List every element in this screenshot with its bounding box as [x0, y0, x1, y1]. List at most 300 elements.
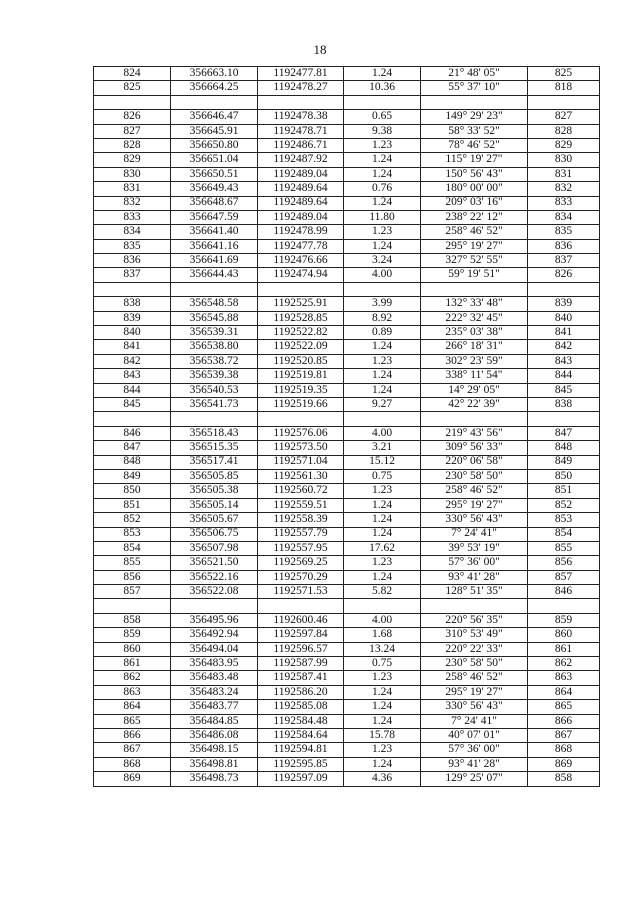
point-id-cell: 866: [94, 728, 171, 742]
y-coordinate-cell: 1192559.51: [258, 498, 344, 512]
next-point-cell: 832: [528, 182, 600, 196]
point-id-cell: 852: [94, 513, 171, 527]
point-id-cell: 858: [94, 613, 171, 627]
next-point-cell: 826: [528, 268, 600, 282]
next-point-cell: 829: [528, 138, 600, 152]
distance-cell: 1.24: [344, 527, 421, 541]
bearing-cell: 57° 36' 00": [421, 743, 528, 757]
y-coordinate-cell: 1192585.08: [258, 700, 344, 714]
bearing-cell: 295° 19' 27": [421, 239, 528, 253]
x-coordinate-cell: 356649.43: [171, 182, 258, 196]
x-coordinate-cell: 356650.51: [171, 167, 258, 181]
distance-cell: [344, 599, 421, 613]
bearing-cell: 220° 06' 58": [421, 455, 528, 469]
distance-cell: 1.23: [344, 556, 421, 570]
x-coordinate-cell: 356539.31: [171, 326, 258, 340]
bearing-cell: 40° 07' 01": [421, 728, 528, 742]
bearing-cell: 149° 29' 23": [421, 110, 528, 124]
distance-cell: 1.24: [344, 685, 421, 699]
point-id-cell: 838: [94, 297, 171, 311]
next-point-cell: 845: [528, 383, 600, 397]
y-coordinate-cell: 1192587.41: [258, 671, 344, 685]
coordinates-table-body: [94, 67, 600, 787]
point-id-cell: 862: [94, 671, 171, 685]
x-coordinate-cell: 356498.81: [171, 757, 258, 771]
point-id-cell: 828: [94, 138, 171, 152]
next-point-cell: 836: [528, 239, 600, 253]
x-coordinate-cell: [171, 412, 258, 426]
y-coordinate-cell: 1192519.81: [258, 369, 344, 383]
distance-cell: 15.12: [344, 455, 421, 469]
y-coordinate-cell: 1192586.20: [258, 685, 344, 699]
next-point-cell: 857: [528, 570, 600, 584]
distance-cell: 1.24: [344, 340, 421, 354]
distance-cell: 1.23: [344, 225, 421, 239]
y-coordinate-cell: 1192584.64: [258, 728, 344, 742]
y-coordinate-cell: 1192570.29: [258, 570, 344, 584]
x-coordinate-cell: 356641.69: [171, 254, 258, 268]
x-coordinate-cell: 356540.53: [171, 383, 258, 397]
y-coordinate-cell: 1192569.25: [258, 556, 344, 570]
y-coordinate-cell: 1192595.85: [258, 757, 344, 771]
x-coordinate-cell: 356641.40: [171, 225, 258, 239]
x-coordinate-cell: 356538.80: [171, 340, 258, 354]
table-row: [94, 513, 600, 527]
y-coordinate-cell: 1192584.48: [258, 714, 344, 728]
bearing-cell: 209° 03' 16": [421, 196, 528, 210]
bearing-cell: [421, 599, 528, 613]
y-coordinate-cell: 1192573.50: [258, 441, 344, 455]
point-id-cell: [94, 282, 171, 296]
bearing-cell: 330° 56' 43": [421, 700, 528, 714]
next-point-cell: 850: [528, 469, 600, 483]
x-coordinate-cell: 356647.59: [171, 210, 258, 224]
distance-cell: 3.24: [344, 254, 421, 268]
next-point-cell: [528, 599, 600, 613]
next-point-cell: 840: [528, 311, 600, 325]
bearing-cell: 14° 29' 05": [421, 383, 528, 397]
bearing-cell: [421, 282, 528, 296]
point-id-cell: 847: [94, 441, 171, 455]
x-coordinate-cell: 356641.16: [171, 239, 258, 253]
table-row: [94, 642, 600, 656]
distance-cell: 4.36: [344, 772, 421, 786]
next-point-cell: 849: [528, 455, 600, 469]
table-row: [94, 657, 600, 671]
bearing-cell: 93° 41' 28": [421, 570, 528, 584]
table-row: [94, 541, 600, 555]
point-id-cell: 853: [94, 527, 171, 541]
bearing-cell: 129° 25' 07": [421, 772, 528, 786]
y-coordinate-cell: 1192478.27: [258, 81, 344, 95]
x-coordinate-cell: 356495.96: [171, 613, 258, 627]
bearing-cell: 180° 00' 00": [421, 182, 528, 196]
table-row: [94, 311, 600, 325]
bearing-cell: 39° 53' 19": [421, 541, 528, 555]
table-row: [94, 469, 600, 483]
y-coordinate-cell: 1192557.79: [258, 527, 344, 541]
point-id-cell: 857: [94, 585, 171, 599]
bearing-cell: 150° 56' 43": [421, 167, 528, 181]
y-coordinate-cell: 1192519.66: [258, 397, 344, 411]
point-id-cell: [94, 95, 171, 109]
y-coordinate-cell: 1192571.53: [258, 585, 344, 599]
x-coordinate-cell: 356486.08: [171, 728, 258, 742]
distance-cell: 1.24: [344, 498, 421, 512]
y-coordinate-cell: 1192522.09: [258, 340, 344, 354]
bearing-cell: 58° 33' 52": [421, 124, 528, 138]
x-coordinate-cell: 356651.04: [171, 153, 258, 167]
next-point-cell: 827: [528, 110, 600, 124]
y-coordinate-cell: 1192600.46: [258, 613, 344, 627]
y-coordinate-cell: [258, 599, 344, 613]
y-coordinate-cell: 1192571.04: [258, 455, 344, 469]
x-coordinate-cell: 356515.35: [171, 441, 258, 455]
distance-cell: 0.75: [344, 469, 421, 483]
next-point-cell: 828: [528, 124, 600, 138]
point-id-cell: 867: [94, 743, 171, 757]
bearing-cell: 7° 24' 41": [421, 714, 528, 728]
separator-row: [94, 412, 600, 426]
next-point-cell: 861: [528, 642, 600, 656]
y-coordinate-cell: 1192597.09: [258, 772, 344, 786]
next-point-cell: 865: [528, 700, 600, 714]
x-coordinate-cell: 356507.98: [171, 541, 258, 555]
distance-cell: 1.24: [344, 700, 421, 714]
point-id-cell: [94, 412, 171, 426]
point-id-cell: 836: [94, 254, 171, 268]
y-coordinate-cell: 1192522.82: [258, 326, 344, 340]
next-point-cell: 856: [528, 556, 600, 570]
point-id-cell: 869: [94, 772, 171, 786]
distance-cell: [344, 412, 421, 426]
y-coordinate-cell: [258, 282, 344, 296]
x-coordinate-cell: 356538.72: [171, 354, 258, 368]
table-row: [94, 383, 600, 397]
y-coordinate-cell: 1192576.06: [258, 426, 344, 440]
point-id-cell: 842: [94, 354, 171, 368]
bearing-cell: 295° 19' 27": [421, 498, 528, 512]
x-coordinate-cell: 356505.38: [171, 484, 258, 498]
bearing-cell: 219° 43' 56": [421, 426, 528, 440]
y-coordinate-cell: 1192476.66: [258, 254, 344, 268]
table-row: [94, 340, 600, 354]
point-id-cell: 854: [94, 541, 171, 555]
y-coordinate-cell: 1192525.91: [258, 297, 344, 311]
y-coordinate-cell: 1192478.71: [258, 124, 344, 138]
x-coordinate-cell: 356492.94: [171, 628, 258, 642]
x-coordinate-cell: 356506.75: [171, 527, 258, 541]
point-id-cell: 833: [94, 210, 171, 224]
next-point-cell: 841: [528, 326, 600, 340]
x-coordinate-cell: 356548.58: [171, 297, 258, 311]
x-coordinate-cell: 356521.50: [171, 556, 258, 570]
point-id-cell: 827: [94, 124, 171, 138]
point-id-cell: 851: [94, 498, 171, 512]
table-row: [94, 110, 600, 124]
table-row: [94, 628, 600, 642]
bearing-cell: 57° 36' 00": [421, 556, 528, 570]
next-point-cell: 843: [528, 354, 600, 368]
y-coordinate-cell: 1192587.99: [258, 657, 344, 671]
bearing-cell: 59° 19' 51": [421, 268, 528, 282]
y-coordinate-cell: 1192489.64: [258, 196, 344, 210]
y-coordinate-cell: 1192520.85: [258, 354, 344, 368]
distance-cell: 4.00: [344, 268, 421, 282]
next-point-cell: 842: [528, 340, 600, 354]
next-point-cell: 818: [528, 81, 600, 95]
bearing-cell: 42° 22' 39": [421, 397, 528, 411]
bearing-cell: [421, 412, 528, 426]
y-coordinate-cell: 1192558.39: [258, 513, 344, 527]
bearing-cell: 21° 48' 05": [421, 67, 528, 81]
x-coordinate-cell: 356650.80: [171, 138, 258, 152]
point-id-cell: 868: [94, 757, 171, 771]
x-coordinate-cell: 356483.77: [171, 700, 258, 714]
x-coordinate-cell: 356505.85: [171, 469, 258, 483]
bearing-cell: 78° 46' 52": [421, 138, 528, 152]
point-id-cell: 825: [94, 81, 171, 95]
y-coordinate-cell: 1192477.81: [258, 67, 344, 81]
point-id-cell: 841: [94, 340, 171, 354]
table-row: [94, 441, 600, 455]
point-id-cell: 856: [94, 570, 171, 584]
next-point-cell: 864: [528, 685, 600, 699]
y-coordinate-cell: 1192478.99: [258, 225, 344, 239]
point-id-cell: 840: [94, 326, 171, 340]
distance-cell: 4.00: [344, 613, 421, 627]
next-point-cell: 854: [528, 527, 600, 541]
distance-cell: 1.68: [344, 628, 421, 642]
table-row: [94, 138, 600, 152]
y-coordinate-cell: 1192557.95: [258, 541, 344, 555]
table-row: [94, 613, 600, 627]
distance-cell: 1.24: [344, 383, 421, 397]
x-coordinate-cell: 356648.67: [171, 196, 258, 210]
point-id-cell: 863: [94, 685, 171, 699]
x-coordinate-cell: 356645.91: [171, 124, 258, 138]
point-id-cell: 861: [94, 657, 171, 671]
point-id-cell: 826: [94, 110, 171, 124]
y-coordinate-cell: 1192560.72: [258, 484, 344, 498]
distance-cell: 8.92: [344, 311, 421, 325]
table-row: [94, 700, 600, 714]
distance-cell: 1.23: [344, 354, 421, 368]
distance-cell: 0.75: [344, 657, 421, 671]
y-coordinate-cell: 1192561.30: [258, 469, 344, 483]
bearing-cell: 258° 46' 52": [421, 225, 528, 239]
bearing-cell: 93° 41' 28": [421, 757, 528, 771]
y-coordinate-cell: 1192489.64: [258, 182, 344, 196]
table-row: [94, 714, 600, 728]
next-point-cell: 852: [528, 498, 600, 512]
distance-cell: 1.24: [344, 153, 421, 167]
x-coordinate-cell: [171, 95, 258, 109]
point-id-cell: 832: [94, 196, 171, 210]
bearing-cell: 132° 33' 48": [421, 297, 528, 311]
y-coordinate-cell: 1192596.57: [258, 642, 344, 656]
x-coordinate-cell: 356505.14: [171, 498, 258, 512]
point-id-cell: [94, 599, 171, 613]
distance-cell: 9.27: [344, 397, 421, 411]
point-id-cell: 864: [94, 700, 171, 714]
point-id-cell: 824: [94, 67, 171, 81]
separator-row: [94, 599, 600, 613]
next-point-cell: 860: [528, 628, 600, 642]
y-coordinate-cell: 1192477.78: [258, 239, 344, 253]
table-row: [94, 81, 600, 95]
table-row: [94, 728, 600, 742]
next-point-cell: 853: [528, 513, 600, 527]
table-row: [94, 671, 600, 685]
y-coordinate-cell: [258, 95, 344, 109]
next-point-cell: 867: [528, 728, 600, 742]
next-point-cell: 866: [528, 714, 600, 728]
next-point-cell: 830: [528, 153, 600, 167]
bearing-cell: 310° 53' 49": [421, 628, 528, 642]
x-coordinate-cell: 356498.73: [171, 772, 258, 786]
next-point-cell: 831: [528, 167, 600, 181]
point-id-cell: 837: [94, 268, 171, 282]
separator-row: [94, 282, 600, 296]
next-point-cell: 839: [528, 297, 600, 311]
distance-cell: 1.24: [344, 570, 421, 584]
y-coordinate-cell: [258, 412, 344, 426]
table-row: [94, 167, 600, 181]
distance-cell: 1.24: [344, 757, 421, 771]
next-point-cell: [528, 282, 600, 296]
next-point-cell: 848: [528, 441, 600, 455]
distance-cell: 1.24: [344, 167, 421, 181]
distance-cell: 0.65: [344, 110, 421, 124]
page-number: 18: [313, 42, 327, 57]
table-row: [94, 426, 600, 440]
point-id-cell: 844: [94, 383, 171, 397]
y-coordinate-cell: 1192489.04: [258, 167, 344, 181]
point-id-cell: 860: [94, 642, 171, 656]
next-point-cell: [528, 412, 600, 426]
bearing-cell: 302° 23' 59": [421, 354, 528, 368]
table-row: [94, 527, 600, 541]
point-id-cell: 859: [94, 628, 171, 642]
distance-cell: 1.24: [344, 513, 421, 527]
point-id-cell: 848: [94, 455, 171, 469]
x-coordinate-cell: [171, 282, 258, 296]
point-id-cell: 846: [94, 426, 171, 440]
x-coordinate-cell: 356522.16: [171, 570, 258, 584]
bearing-cell: [421, 95, 528, 109]
x-coordinate-cell: 356539.38: [171, 369, 258, 383]
x-coordinate-cell: 356483.48: [171, 671, 258, 685]
bearing-cell: 128° 51' 35": [421, 585, 528, 599]
bearing-cell: 258° 46' 52": [421, 671, 528, 685]
table-row: [94, 354, 600, 368]
x-coordinate-cell: 356483.95: [171, 657, 258, 671]
x-coordinate-cell: 356518.43: [171, 426, 258, 440]
bearing-cell: 258° 46' 52": [421, 484, 528, 498]
point-id-cell: 831: [94, 182, 171, 196]
x-coordinate-cell: 356541.73: [171, 397, 258, 411]
table-row: [94, 297, 600, 311]
y-coordinate-cell: 1192474.94: [258, 268, 344, 282]
separator-row: [94, 95, 600, 109]
next-point-cell: 835: [528, 225, 600, 239]
next-point-cell: [528, 95, 600, 109]
table-row: [94, 484, 600, 498]
bearing-cell: 220° 56' 35": [421, 613, 528, 627]
next-point-cell: 844: [528, 369, 600, 383]
point-id-cell: 845: [94, 397, 171, 411]
bearing-cell: 309° 56' 33": [421, 441, 528, 455]
distance-cell: 5.82: [344, 585, 421, 599]
next-point-cell: 833: [528, 196, 600, 210]
table-row: [94, 556, 600, 570]
table-row: [94, 455, 600, 469]
table-row: [94, 757, 600, 771]
point-id-cell: 850: [94, 484, 171, 498]
table-row: [94, 153, 600, 167]
distance-cell: 15.78: [344, 728, 421, 742]
x-coordinate-cell: 356663.10: [171, 67, 258, 81]
distance-cell: 1.23: [344, 484, 421, 498]
next-point-cell: 863: [528, 671, 600, 685]
distance-cell: 13.24: [344, 642, 421, 656]
bearing-cell: 7° 24' 41": [421, 527, 528, 541]
y-coordinate-cell: 1192489.04: [258, 210, 344, 224]
x-coordinate-cell: 356484.85: [171, 714, 258, 728]
point-id-cell: 849: [94, 469, 171, 483]
x-coordinate-cell: 356483.24: [171, 685, 258, 699]
bearing-cell: 266° 18' 31": [421, 340, 528, 354]
table-row: [94, 67, 600, 81]
bearing-cell: 230° 58' 50": [421, 657, 528, 671]
table-row: [94, 326, 600, 340]
distance-cell: 1.23: [344, 743, 421, 757]
distance-cell: 3.99: [344, 297, 421, 311]
point-id-cell: 843: [94, 369, 171, 383]
x-coordinate-cell: 356494.04: [171, 642, 258, 656]
next-point-cell: 858: [528, 772, 600, 786]
next-point-cell: 859: [528, 613, 600, 627]
y-coordinate-cell: 1192528.85: [258, 311, 344, 325]
table-row: [94, 268, 600, 282]
next-point-cell: 851: [528, 484, 600, 498]
x-coordinate-cell: 356505.67: [171, 513, 258, 527]
bearing-cell: 295° 19' 27": [421, 685, 528, 699]
point-id-cell: 865: [94, 714, 171, 728]
distance-cell: 1.23: [344, 138, 421, 152]
point-id-cell: 829: [94, 153, 171, 167]
y-coordinate-cell: 1192487.92: [258, 153, 344, 167]
table-row: [94, 369, 600, 383]
next-point-cell: 837: [528, 254, 600, 268]
next-point-cell: 868: [528, 743, 600, 757]
distance-cell: 17.62: [344, 541, 421, 555]
x-coordinate-cell: 356664.25: [171, 81, 258, 95]
x-coordinate-cell: 356545.88: [171, 311, 258, 325]
distance-cell: 1.23: [344, 671, 421, 685]
bearing-cell: 338° 11' 54": [421, 369, 528, 383]
table-row: [94, 570, 600, 584]
distance-cell: 1.24: [344, 369, 421, 383]
point-id-cell: 830: [94, 167, 171, 181]
x-coordinate-cell: [171, 599, 258, 613]
distance-cell: 9.38: [344, 124, 421, 138]
x-coordinate-cell: 356498.15: [171, 743, 258, 757]
table-row: [94, 585, 600, 599]
table-row: [94, 210, 600, 224]
point-id-cell: 839: [94, 311, 171, 325]
